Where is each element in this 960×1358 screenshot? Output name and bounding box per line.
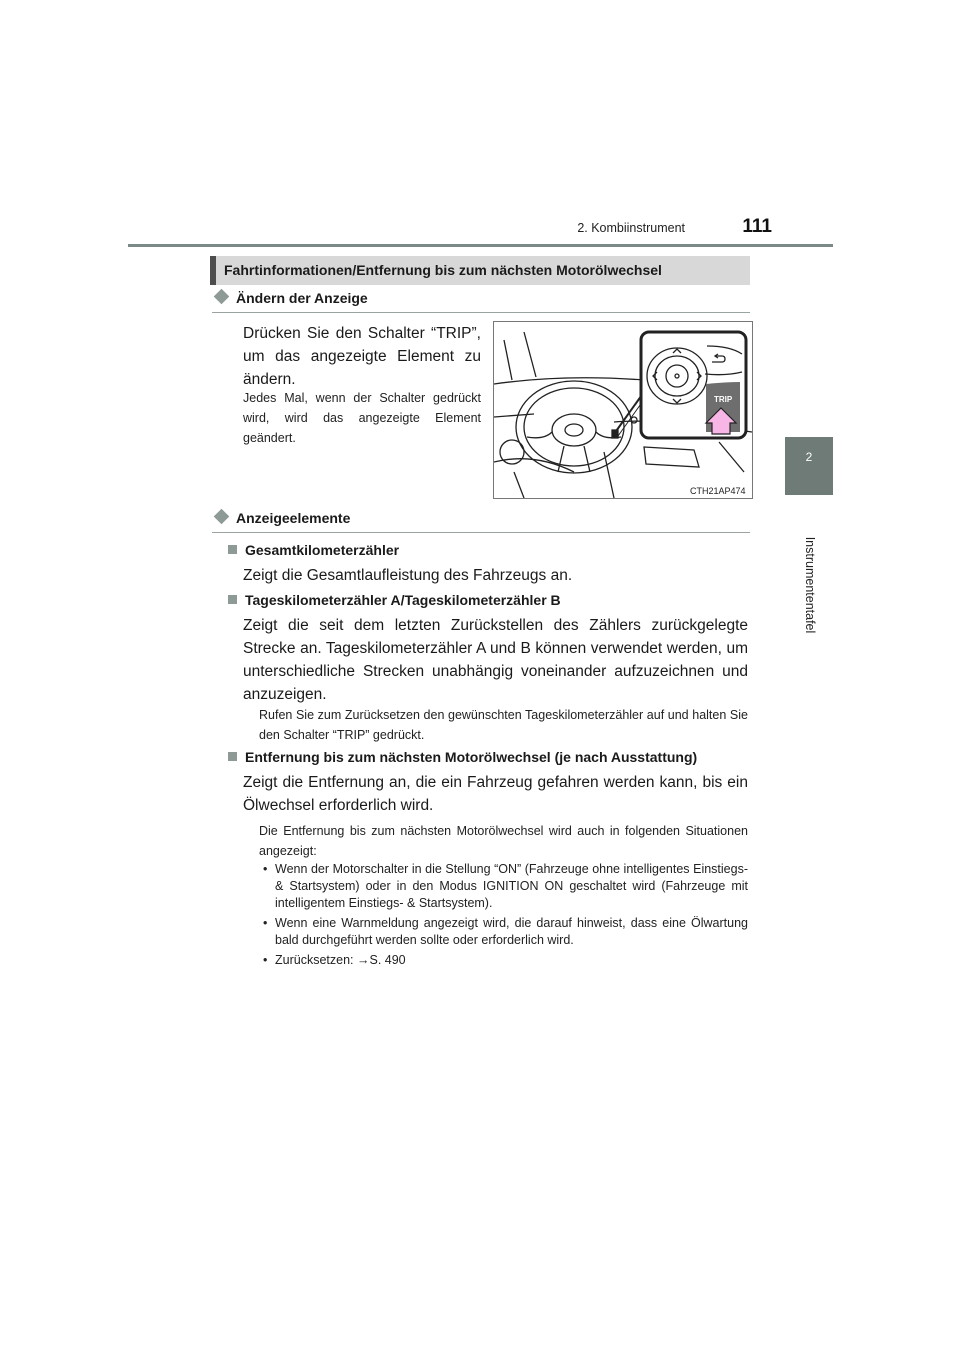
item-heading-oil-change-text: Entfernung bis zum nächsten Motorölwechsel (je nach Ausstattung) bbox=[245, 749, 698, 765]
item-heading-trip-meter-text: Tageskilometerzähler A/Tageskilometerzähler B bbox=[245, 592, 561, 608]
section-banner-accent bbox=[210, 256, 216, 285]
item-body-odometer: Zeigt die Gesamtlaufleistung des Fahrzeugs an. bbox=[243, 567, 573, 584]
instruction-note: Jedes Mal, wenn der Schalter gedrückt wird, wird das angezeigte Element geändert. bbox=[243, 391, 481, 445]
square-bullet-icon bbox=[228, 595, 237, 604]
subheading-change-display-text: Ändern der Anzeige bbox=[236, 290, 368, 306]
list-item: • Wenn der Motorschalter in die Stellung “ON” (Fahrzeuge ohne intelligentes Einstiegs- & Startsystem) oder in den Modus IGNITION ON geschaltet wird (Fahrzeuge mit intelligentem Einstiegs- & Startsystem). bbox=[259, 861, 748, 912]
trip-switch-label: TRIP bbox=[714, 395, 733, 404]
item-heading-odometer-text: Gesamtkilometerzähler bbox=[245, 542, 400, 558]
subheading-display-items-text: Anzeigeelemente bbox=[236, 510, 351, 526]
subheading-rule bbox=[212, 312, 750, 313]
steering-wheel-illustration bbox=[493, 321, 753, 499]
running-header-section: 2. Kombiinstrument bbox=[577, 221, 685, 235]
subheading-display-items bbox=[212, 510, 350, 526]
diamond-bullet-icon bbox=[214, 509, 230, 525]
chapter-tab bbox=[785, 437, 833, 495]
chapter-tab-number: 2 bbox=[805, 450, 813, 464]
header-rule bbox=[128, 244, 833, 247]
steering-wheel-drawing bbox=[494, 322, 752, 498]
section-banner-title: Fahrtinformationen/Entfernung bis zum nächsten Motorölwechsel bbox=[224, 262, 662, 278]
instruction-text: Drücken Sie den Schalter “TRIP”, um das angezeigte Element zu ändern. bbox=[243, 325, 481, 388]
item-body-trip-meter: Zeigt die seit dem letzten Zurückstellen des Zählers zurückgelegte Strecke an. Tageskilometerzähler A und B können verwendet werden, um unterschiedliche Strecken unabhängig voneinander aufzuzeichnen und anzuzeigen. bbox=[243, 617, 748, 703]
item-heading-oil-change bbox=[228, 749, 697, 765]
square-bullet-icon bbox=[228, 545, 237, 554]
page-number: 111 bbox=[742, 216, 772, 237]
figure-code: CTH21AP474 bbox=[690, 486, 746, 496]
diamond-bullet-icon bbox=[214, 289, 230, 305]
item-heading-trip-meter bbox=[228, 592, 561, 608]
square-bullet-icon bbox=[228, 752, 237, 761]
chapter-tab-label: Instrumententafel bbox=[803, 536, 817, 634]
list-item: • Zurücksetzen: →S. 490 bbox=[259, 952, 748, 969]
subheading-rule bbox=[212, 532, 750, 533]
item-heading-odometer bbox=[228, 542, 399, 558]
item-note-oil-change: Die Entfernung bis zum nächsten Motorölwechsel wird auch in folgenden Situationen angezeigt: bbox=[259, 824, 748, 858]
list-item: • Wenn eine Warnmeldung angezeigt wird, die darauf hinweist, dass eine Ölwartung bald durchgeführt werden sollte oder erforderlich wird. bbox=[259, 915, 748, 949]
item-note-trip-meter: Rufen Sie zum Zurücksetzen den gewünschten Tageskilometerzähler auf und halten Sie den Schalter “TRIP” gedrückt. bbox=[259, 708, 748, 742]
subheading-change-display bbox=[212, 290, 368, 306]
oil-change-bullet-list bbox=[259, 861, 748, 969]
item-body-oil-change: Zeigt die Entfernung an, die ein Fahrzeug gefahren werden kann, bis ein Ölwechsel erforderlich wird. bbox=[243, 774, 748, 814]
